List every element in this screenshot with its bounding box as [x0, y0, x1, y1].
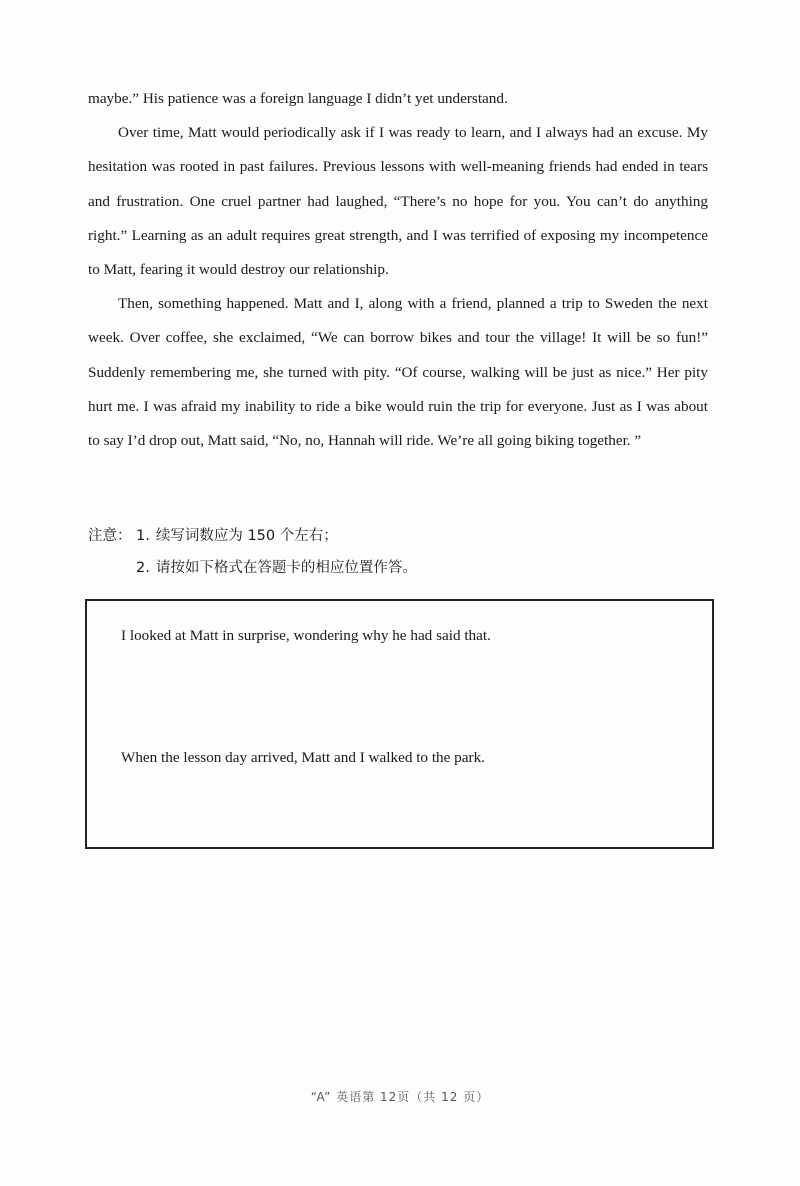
- note-item-1: [88, 520, 417, 552]
- reading-passage: [88, 82, 708, 458]
- note-item-2: [88, 552, 417, 584]
- note-text-2: 请按如下格式在答题卡的相应位置作答。: [155, 560, 417, 576]
- note-number-2: 2.: [136, 560, 150, 576]
- page-footer: “A” 英语第 12页（共 12 页）: [310, 1090, 490, 1104]
- note-text-1: 续写词数应为 150 个左右；: [155, 528, 338, 544]
- continuation-second-sentence: When the lesson day arrived, Matt and I walked to the park.: [121, 749, 485, 766]
- answer-box: [85, 599, 714, 849]
- note-number-1: 1.: [136, 528, 150, 544]
- continuation-first-sentence: I looked at Matt in surprise, wondering why he had said that.: [121, 627, 491, 644]
- passage-paragraph-3: Then, something happened. Matt and I, along with a friend, planned a trip to Sweden the next week. Over coffee, she exclaimed, “We can borrow bikes and tour the village! It will be so fun!” Suddenly remembering me, she turned with pity. “Of course, walking will be just as nice.” Her pity hurt me. I was afraid my inability to ride a bike would ruin the trip for everyone. Just as I was about to say I’d drop out, Matt said, “No, no, Hannah will ride. We’re all going biking together. ”: [88, 295, 708, 450]
- instructions-notes: [88, 520, 417, 584]
- notes-label: 注意：: [88, 528, 132, 544]
- passage-paragraph-2: Over time, Matt would periodically ask if I was ready to learn, and I always had an excuse. My hesitation was rooted in past failures. Previous lessons with well-meaning friends had ended in tears and frustration. One cruel partner had laughed, “There’s no hope for you. You can’t do anything right.” Learning as an adult requires great strength, and I was terrified of exposing my incompetence to Matt, fearing it would destroy our relationship.: [88, 124, 708, 279]
- passage-paragraph-1: maybe.” His patience was a foreign language I didn’t yet understand.: [88, 90, 508, 107]
